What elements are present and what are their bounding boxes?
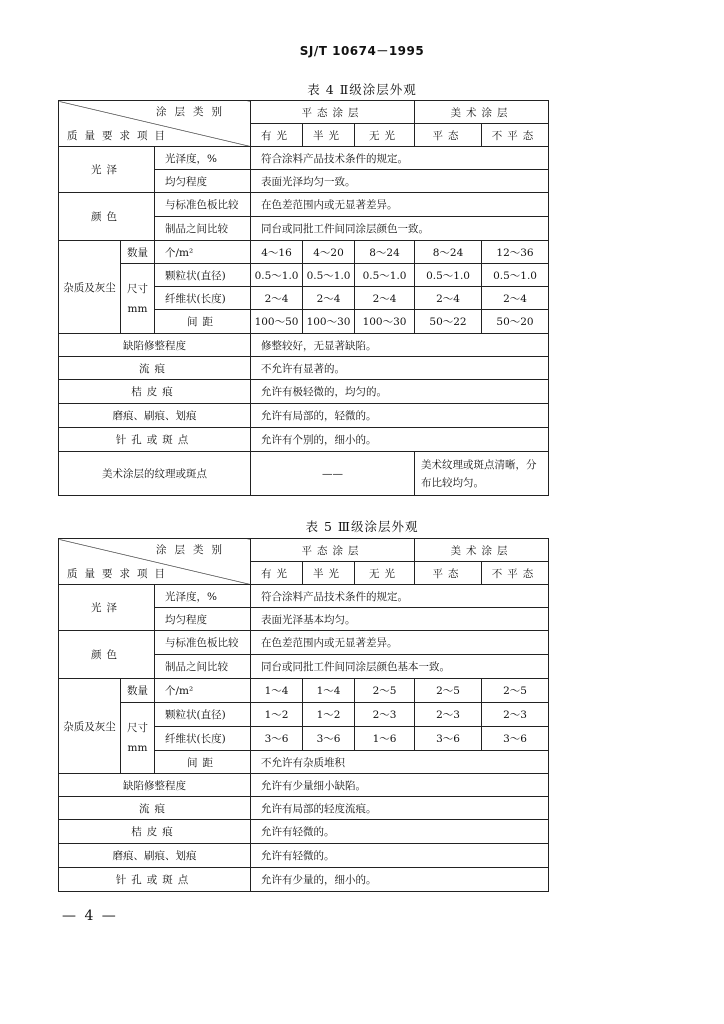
requirement-value: 允许有个别的，细小的。 [251,428,549,452]
impurity-item: 间距 [155,310,251,334]
corner-bottom-label: 质量要求项目 [67,130,172,142]
count-label: 数量 [121,241,155,264]
requirement-value: 不允许有显著的。 [251,357,549,380]
impurity-value: 12～36 [482,241,549,264]
color-item: 制品之间比较 [155,217,251,241]
sub-header: 平态 [415,562,482,585]
color-value: 在色差范围内或无显著差异。 [251,631,549,655]
impurity-item: 个/m² [155,241,251,264]
gloss-item: 均匀程度 [155,170,251,193]
requirement-value: 允许有局部的轻度流痕。 [251,797,549,820]
requirement-value: 允许有轻微的。 [251,844,549,868]
impurity-value: 2～5 [355,679,415,703]
impurity-value: 2～4 [303,287,355,310]
size-label [121,703,155,774]
requirement-item: 缺陷修整程度 [59,334,251,357]
gloss-value: 表面光泽基本均匀。 [251,608,549,631]
impurity-value: 2～5 [482,679,549,703]
impurity-value: 2～4 [251,287,303,310]
requirement-value: 允许有少量细小缺陷。 [251,774,549,797]
size-label-line1: 尺寸 [127,282,148,295]
requirement-value: 修整较好，无显著缺陷。 [251,334,549,357]
impurity-value: 2～3 [415,703,482,727]
art-texture-item: 美术涂层的纹理或斑点 [59,452,251,496]
requirement-value: 允许有少量的，细小的。 [251,868,549,892]
impurity-value: 4～16 [251,241,303,264]
impurity-label: 杂质及灰尘 [59,679,121,774]
impurity-value: 3～6 [303,727,355,751]
impurity-value: 3～6 [415,727,482,751]
impurity-value: 50～22 [415,310,482,334]
impurity-item: 纤维状(长度) [155,727,251,751]
sub-header: 不平态 [482,124,549,147]
impurity-value: 0.5～1.0 [251,264,303,287]
table5 [58,538,549,892]
impurity-item: 个/m² [155,679,251,703]
impurity-value: 1～4 [303,679,355,703]
color-value: 在色差范围内或无显著差异。 [251,193,549,217]
impurity-value: 2～3 [482,703,549,727]
sub-header: 不平态 [482,562,549,585]
requirement-item: 针孔或斑点 [59,428,251,452]
requirement-item: 桔皮痕 [59,820,251,844]
table4-caption: 表 4 Ⅱ级涂层外观 [307,82,417,97]
sub-header: 有光 [251,124,303,147]
requirement-item: 磨痕、刷痕、划痕 [59,844,251,868]
requirement-item: 磨痕、刷痕、划痕 [59,404,251,428]
art-texture-flat-value: —— [251,452,415,496]
page-number: — 4 — [62,908,118,924]
impurity-item: 间距 [155,751,251,774]
impurity-value: 1～2 [251,703,303,727]
impurity-value: 0.5～1.0 [415,264,482,287]
impurity-value: 2～3 [355,703,415,727]
impurity-value: 100～30 [303,310,355,334]
table4 [58,100,549,496]
gloss-item: 光泽度，% [155,147,251,170]
sub-header: 平态 [415,124,482,147]
impurity-value: 100～50 [251,310,303,334]
impurity-label: 杂质及灰尘 [59,241,121,334]
requirement-value: 允许有轻微的。 [251,820,549,844]
gloss-label: 光泽 [59,585,155,631]
group-header-art: 美术涂层 [415,101,549,124]
size-label-line1: 尺寸 [127,722,148,734]
impurity-value: 1～6 [355,727,415,751]
count-label: 数量 [121,679,155,703]
color-item: 与标准色板比较 [155,193,251,217]
requirement-value: 允许有局部的，轻微的。 [251,404,549,428]
corner-top-label: 涂层类别 [156,544,231,556]
art-texture-art-value: 美术纹理或斑点清晰，分布比较均匀。 [415,452,549,496]
color-label: 颜色 [59,193,155,241]
gloss-label: 光泽 [59,147,155,193]
impurity-value: 2～5 [415,679,482,703]
impurity-value: 3～6 [482,727,549,751]
impurity-value: 3～6 [251,727,303,751]
sub-header: 半光 [303,562,355,585]
impurity-value: 2～4 [482,287,549,310]
impurity-item: 颗粒状(直径) [155,264,251,287]
sub-header: 有光 [251,562,303,585]
corner-top-label: 涂层类别 [156,106,231,118]
gloss-item: 光泽度，% [155,585,251,608]
table4-corner-header [59,101,251,147]
impurity-value: 100～30 [355,310,415,334]
gloss-item: 均匀程度 [155,608,251,631]
sub-header: 无光 [355,124,415,147]
impurity-value: 50～20 [482,310,549,334]
color-label: 颜色 [59,631,155,679]
table5-caption: 表 5 Ⅲ级涂层外观 [305,519,419,534]
sub-header: 半光 [303,124,355,147]
corner-bottom-label: 质量要求项目 [67,568,172,580]
impurity-item: 颗粒状(直径) [155,703,251,727]
color-value: 同台或同批工件间同涂层颜色基本一致。 [251,655,549,679]
table5-corner-header [59,539,251,585]
impurity-item: 纤维状(长度) [155,287,251,310]
impurity-value: 1～2 [303,703,355,727]
requirement-item: 针孔或斑点 [59,868,251,892]
impurity-value: 8～24 [415,241,482,264]
impurity-value: 2～4 [415,287,482,310]
color-item: 与标准色板比较 [155,631,251,655]
requirement-item: 流痕 [59,797,251,820]
size-label [121,264,155,334]
impurity-value: 8～24 [355,241,415,264]
requirement-item: 流痕 [59,357,251,380]
requirement-item: 缺陷修整程度 [59,774,251,797]
impurity-value: 0.5～1.0 [303,264,355,287]
gloss-value: 表面光泽均匀一致。 [251,170,549,193]
impurity-value: 不允许有杂质堆积 [251,751,549,774]
impurity-value: 2～4 [355,287,415,310]
gloss-value: 符合涂料产品技术条件的规定。 [251,147,549,170]
sub-header: 无光 [355,562,415,585]
gloss-value: 符合涂料产品技术条件的规定。 [251,585,549,608]
requirement-value: 允许有极轻微的，均匀的。 [251,380,549,404]
requirement-item: 桔皮痕 [59,380,251,404]
color-value: 同台或同批工件间同涂层颜色一致。 [251,217,549,241]
group-header-flat: 平态涂层 [251,101,415,124]
group-header-art: 美术涂层 [415,539,549,562]
document-header: SJ/T 10674－1995 [299,44,425,58]
size-label-unit: mm [127,302,148,315]
impurity-value: 0.5～1.0 [355,264,415,287]
impurity-value: 4～20 [303,241,355,264]
size-label-unit: mm [127,742,148,754]
group-header-flat: 平态涂层 [251,539,415,562]
color-item: 制品之间比较 [155,655,251,679]
impurity-value: 1～4 [251,679,303,703]
impurity-value: 0.5～1.0 [482,264,549,287]
